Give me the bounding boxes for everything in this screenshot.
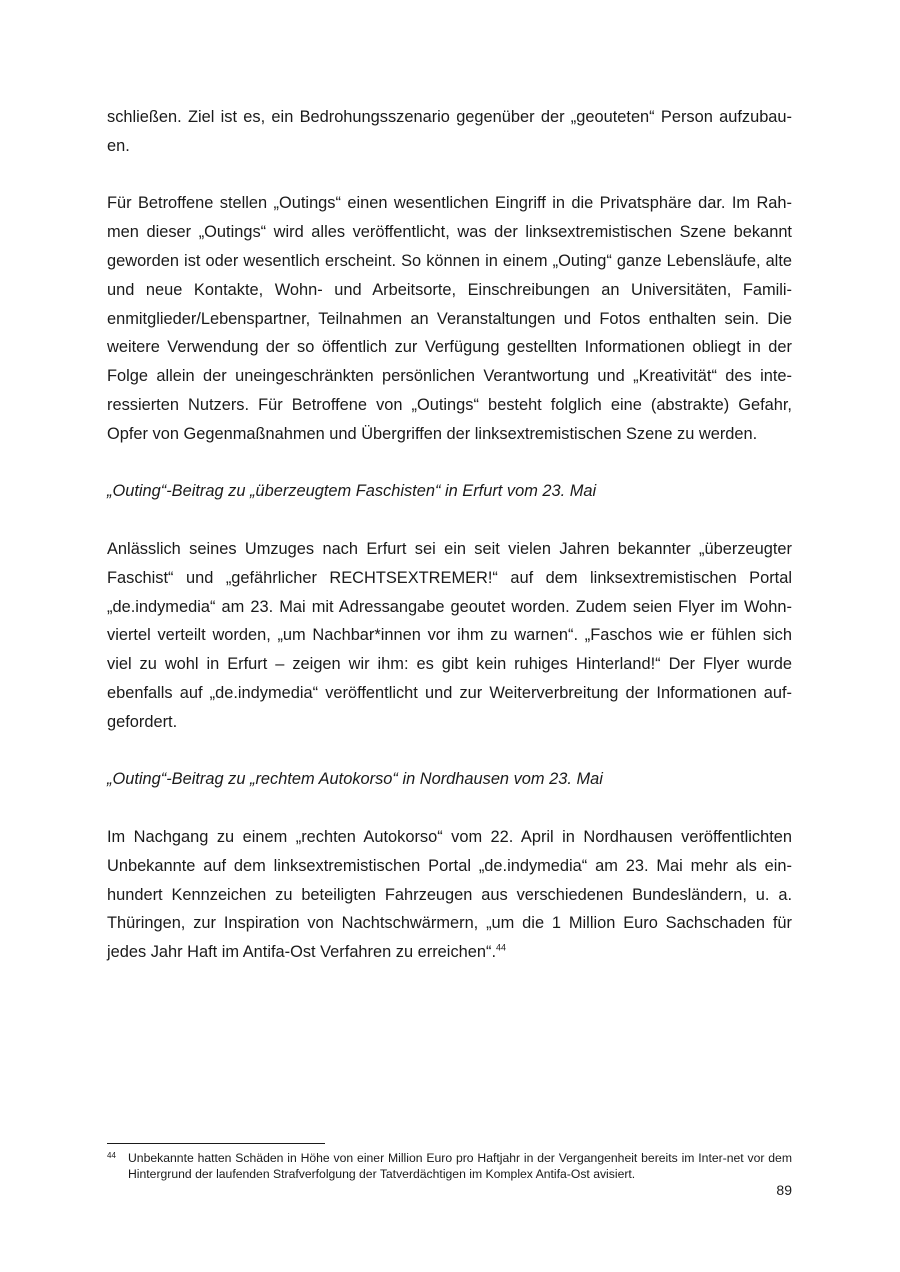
paragraph-erfurt: Anlässlich seines Umzuges nach Erfurt sei ein seit vielen Jahren bekannter „überzeugter Faschist“ und „gefährlicher RECHTSEXTREMER!“ auf dem linksextremistischen Portal „de.indymedia“ am 23. Mai mit Adressangabe geoutet worden. Zudem seien Flyer im Wohn-viertel verteilt worden, „um Nachbar*innen vor ihm zu warnen“. „Faschos wie er fühlen sich viel zu wohl in Erfurt – zeigen wir ihm: es gibt kein ruhiges Hinterland!“ Der Flyer wurde ebenfalls auf „de.indymedia“ veröffentlicht und zur Weiterverbreitung der Informationen auf-gefordert. [107, 539, 792, 731]
paragraph-nordhausen [107, 823, 792, 967]
paragraph-outings-impact: Für Betroffene stellen „Outings“ einen wesentlichen Eingriff in die Privatsphäre dar. Im Rah-men dieser „Outings“ wird alles veröffentlicht, was der linksextremistischen Szene bekannt geworden ist oder wesentlich erscheint. So können in einem „Outing“ ganze Lebensläufe, alte und neue Kontakte, Wohn- und Arbeitsorte, Einschreibungen an Universitäten, Famili-enmitglieder/Lebenspartner, Teilnahmen an Veranstaltungen und Fotos enthalten sein. Die weitere Verwendung der so öffentlich zur Verfügung gestellten Informationen obliegt in der Folge allein der uneingeschränkten persönlichen Verantwortung und „Kreativität“ des inte-ressierten Nutzers. Für Betroffene von „Outings“ besteht folglich eine (abstrakte) Gefahr, Opfer von Gegenmaßnahmen und Übergriffen der linksextremistischen Szene zu werden. [107, 194, 792, 443]
footnote-reference[interactable]: 44 [496, 942, 507, 953]
section-heading-nordhausen: „Outing“-Beitrag zu „rechtem Autokorso“ in Nordhausen vom 23. Mai [107, 770, 603, 789]
footnote [107, 1150, 792, 1182]
footnote-text: Unbekannte hatten Schäden in Höhe von einer Million Euro pro Haftjahr in der Vergangenheit bereits im Inter-net vor dem Hintergrund der laufenden Strafverfolgung der Tatverdächtigen im Komplex Antifa-Ost avisiert. [128, 1151, 792, 1181]
body-text [107, 103, 792, 967]
footnote-number: 44 [107, 1151, 116, 1160]
footnote-divider [107, 1143, 325, 1144]
paragraph-nordhausen-text: Im Nachgang zu einem „rechten Autokorso“ vom 22. April in Nordhausen veröffentlichten Unbekannte auf dem linksextremistischen Portal „de.indymedia“ am 23. Mai mehr als ein-hundert Kennzeichen zu beteiligten Fahrzeugen aus verschiedenen Bundesländern, u. a. Thüringen, zur Inspiration von Nachtschwärmern, „um die 1 Million Euro Sachschaden für jedes Jahr Haft im Antifa-Ost Verfahren zu erreichen“. [107, 827, 792, 962]
paragraph-continuation: schließen. Ziel ist es, ein Bedrohungsszenario gegenüber der „geouteten“ Person aufzubau-en. [107, 108, 792, 155]
section-heading-erfurt: „Outing“-Beitrag zu „überzeugtem Faschisten“ in Erfurt vom 23. Mai [107, 482, 597, 501]
page-number: 89 [776, 1182, 792, 1198]
